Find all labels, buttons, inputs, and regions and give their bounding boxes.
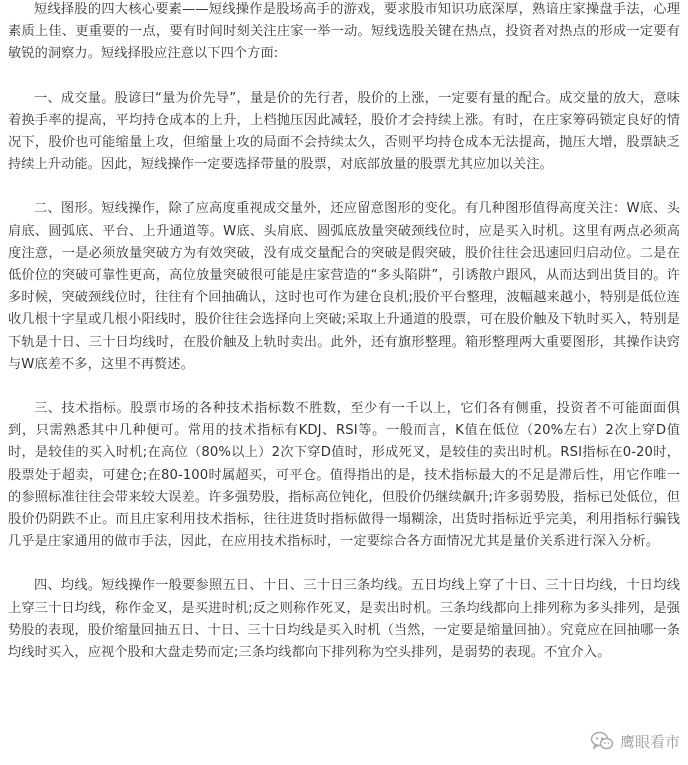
section-chart-pattern-paragraph: 二、图形。短线操作，除了应高度重视成交量外，还应留意图形的变化。有几种图形值得高度关注：W底、头肩底、圆弧底、平台、上升通道等。W底、头肩底、圆弧底放量突破颈线位时，应是买入时机。这里有两点必须高度注意，一是必须放量突破方为有效突破，没有成交量配合的突破是假突破，股价往往会迅速回归启动位。二是在低价位的突破可靠性更高，高位放量突破很可能是庄家营造的“多头陷阱”，引诱散户跟风，从而达到出货目的。许多时候，突破颈线位时，往往有个回抽确认，这时也可作为建仓良机;股价平台整理，波幅越来越小，特别是低位连收几根十字星或几根小阳线时，股价往往会选择向上突破;采取上升通道的股票，可在股价触及下轨时买入，特别是下轨是十日、三十日均线时，在股价触及上轨时卖出。此外，还有旗形整理。箱形整理两大重要图形，其操作诀窍与W底差不多，这里不再赘述。 [8,201,680,372]
paragraph-gap [8,66,680,88]
paragraph-gap [8,376,680,398]
section-volume-paragraph: 一、成交量。股谚曰“量为价先导”，量是价的先行者，股价的上涨，一定要有量的配合。成交量的放大，意味着换手率的提高，平均持仓成本的上升，上档抛压因此减轻，股价才会持续上涨。有时，在庄家筹码锁定良好的情况下，股价也可能缩量上攻，但缩量上攻的局面不会持续太久，否则平均持仓成本无法提高，抛压大增，股票缺乏持续上升动能。因此，短线操作一定要选择带量的股票，对底部放量的股票尤其应加以关注。 [8,90,680,173]
intro-paragraph: 短线择股的四大核心要素——短线操作是股场高手的游戏，要求股市知识功底深厚，熟谙庄家操盘手法，心理素质上佳、更重要的一点，要有时间时刻关注庄家一举一动。短线选股关键在热点，投资者对热点的形成一定要有敏锐的洞察力。短线择股应注意以下四个方面: [8,2,680,62]
watermark [590,727,680,755]
wechat-bubble-icon [590,729,614,753]
section-technical-indicator-paragraph: 三、技术指标。股票市场的各种技术指标数不胜数，至少有一千以上，它们各有侧重，投资者不可能面面俱到，只需熟悉其中几种便可。常用的技术指标有KDJ、RSI等。一般而言，K值在低位（20%左右）2次上穿D值时，是较佳的买入时机;在高位（80%以上）2次下穿D值时，形成死叉，是较佳的卖出时机。RSI指标在0-20时，股票处于超卖，可建仓;在80-100时属超买，可平仓。值得指出的是，技术指标最大的不足是滞后性，用它作唯一的参照标准往往会带来较大误差。许多强势股，指标高位钝化，但股价仍继续飙升;许多弱势股，指标已处低位，但股价仍阴跌不止。而且庄家利用技术指标，往往进货时指标做得一塌糊涂，出货时指标近乎完美，利用指标行骗钱几乎是庄家通用的做市手法，因此，在应用技术指标时，一定要综合各方面情况尤其是量价关系进行深入分析。 [8,401,680,550]
section-moving-average-paragraph: 四、均线。短线操作一般要参照五日、十日、三十日三条均线。五日均线上穿了十日、三十日均线，十日均线上穿三十日均线，称作金叉，是买进时机;反之则称作死叉，是卖出时机。三条均线都向上排列称为多头排列，是强势股的表现，股价缩量回抽五日、十日、三十日均线是买入时机（当然，一定要是缩量回抽）。究竟应在回抽哪一条均线时买入，应视个股和大盘走势而定;三条均线都向下排列称为空头排列，是弱势的表现。不宜介入。 [8,578,680,661]
watermark-text: 鹰眼看市 [619,732,680,751]
paragraph-gap [8,176,680,198]
paragraph-gap [8,553,680,575]
